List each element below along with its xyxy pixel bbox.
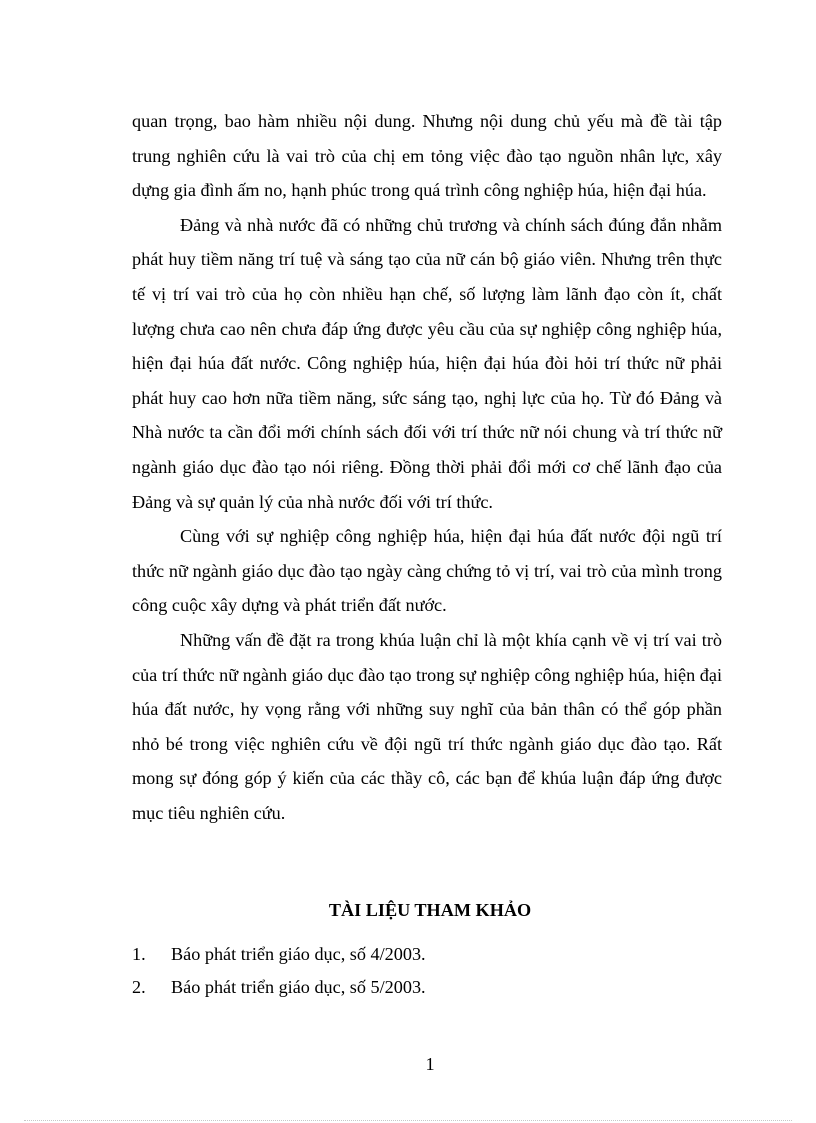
body-text bbox=[132, 104, 722, 830]
references-heading: TÀI LIỆU THAM KHẢO bbox=[328, 900, 532, 920]
page-number: 1 bbox=[425, 1054, 435, 1074]
paragraph: Cùng với sự nghiệp công nghiệp húa, hiện đại húa đất nước đội ngũ trí thức nữ ngành giáo dục đào tạo ngày càng chứng tỏ vị trí, vai trò của mình trong công cuộc xây dựng và phát triển đất nước. bbox=[132, 526, 722, 616]
paragraph: Những vấn đề đặt ra trong khúa luận chỉ là một khía cạnh về vị trí vai trò của trí thức nữ ngành giáo dục đào tạo trong sự nghiệp công nghiệp húa, hiện đại húa đất nước, hy vọng rằng với những suy nghĩ của bản thân có thể góp phần nhỏ bé trong việc nghiên cứu về đội ngũ trí thức ngành giáo dục đào tạo. Rất mong sự đóng góp ý kiến của các thầy cô, các bạn để khúa luận đáp ứng được mục tiêu nghiên cứu. bbox=[132, 629, 722, 823]
reference-number: 2. bbox=[132, 977, 146, 997]
reference-item bbox=[132, 971, 728, 1004]
reference-text: Báo phát triển giáo dục, số 4/2003. bbox=[171, 944, 426, 964]
paragraph: Đảng và nhà nước đã có những chủ trương và chính sách đúng đắn nhằm phát huy tiềm năng trí tuệ và sáng tạo của nữ cán bộ giáo viên. Nhưng trên thực tế vị trí vai trò của họ còn nhiều hạn chế, số lượng làm lãnh đạo còn ít, chất lượng chưa cao nên chưa đáp ứng được yêu cầu của sự nghiệp công nghiệp húa, hiện đại húa đất nước. Công nghiệp húa, hiện đại húa đòi hỏi trí thức nữ phải phát huy cao hơn nữa tiềm năng, sức sáng tạo, nghị lực của họ. Từ đó Đảng và Nhà nước ta cần đổi mới chính sách đối với trí thức nữ nói chung và trí thức nữ ngành giáo dục đào tạo nói riêng. Đồng thời phải đổi mới cơ chế lãnh đạo của Đảng và sự quản lý của nhà nước đối với trí thức. bbox=[132, 214, 722, 512]
reference-number: 1. bbox=[132, 944, 146, 964]
reference-text: Báo phát triển giáo dục, số 5/2003. bbox=[171, 977, 426, 997]
reference-item bbox=[132, 938, 728, 971]
references-list bbox=[132, 938, 728, 1004]
page-bottom-divider bbox=[24, 1120, 792, 1121]
paragraph-continued: quan trọng, bao hàm nhiều nội dung. Nhưng nội dung chủ yếu mà đề tài tập trung nghiên cứu là vai trò của chị em tỏng việc đào tạo nguồn nhân lực, xây dựng gia đình ấm no, hạnh phúc trong quá trình công nghiệp húa, hiện đại húa. bbox=[132, 111, 722, 201]
